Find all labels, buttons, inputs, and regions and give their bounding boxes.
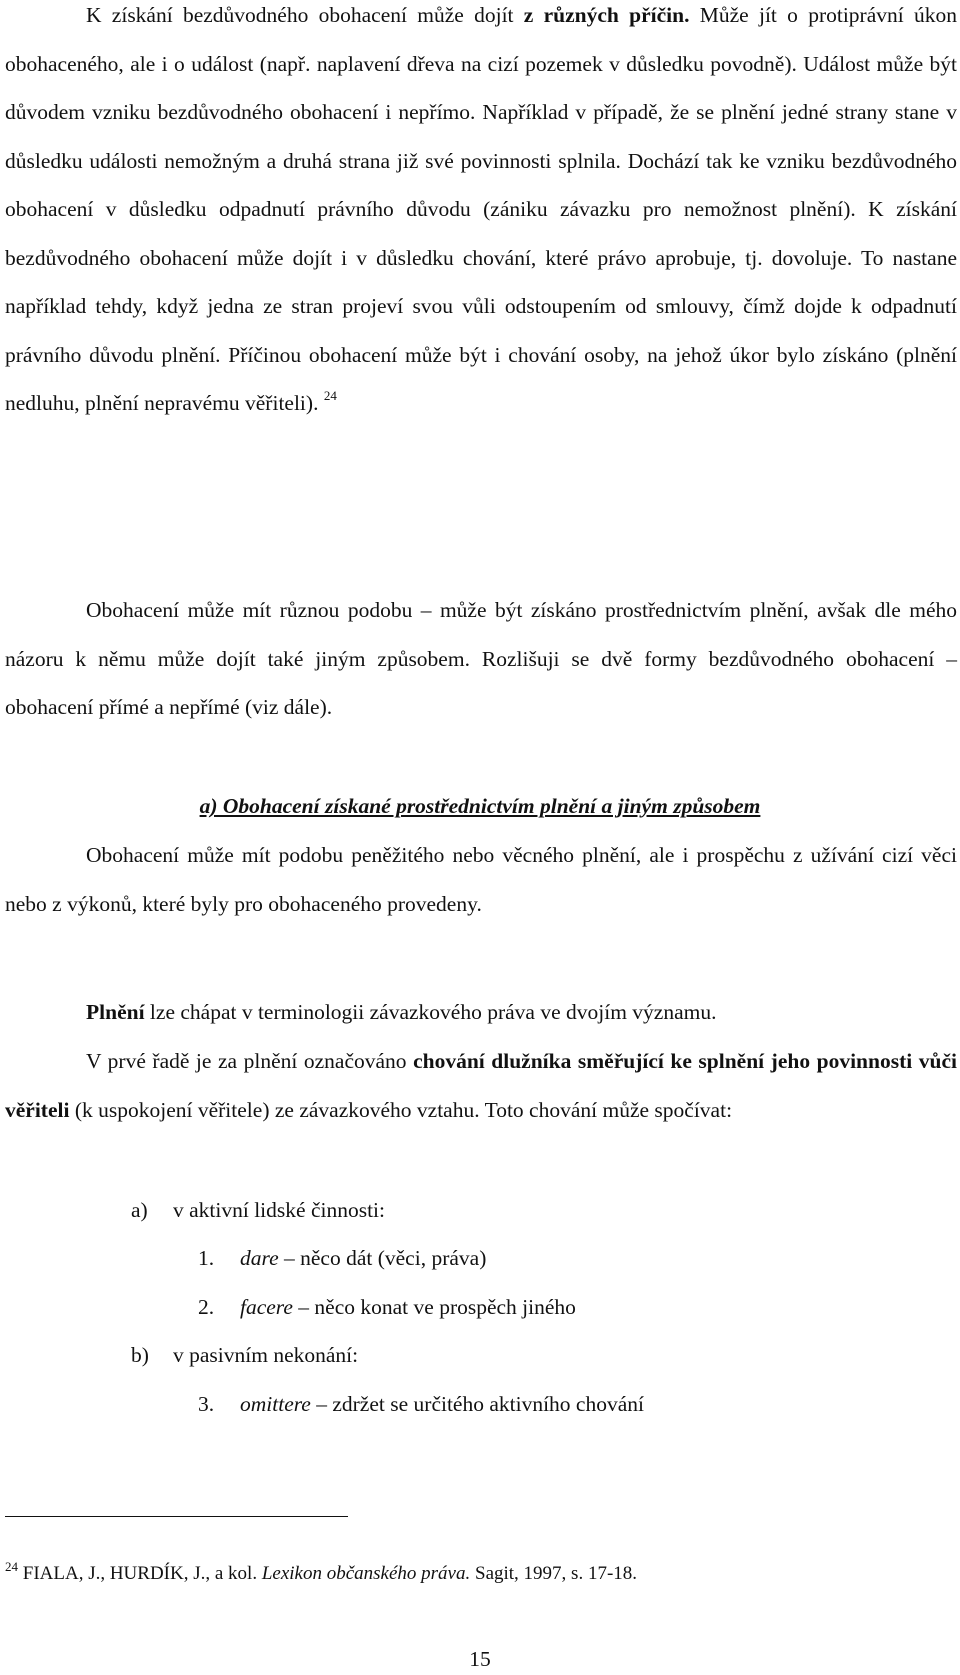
footnote-divider: [5, 1516, 348, 1517]
list-item-text: – zdržet se určitého aktivního chování: [310, 1392, 644, 1416]
paragraph-enrichment-form: Obohacení může mít podobu peněžitého nebo věcného plnění, ale i prospěchu z užívání cizí věci nebo z výkonů, které byly pro obohaceného provedeny.: [5, 843, 957, 916]
footnote-text: FIALA, J., HURDÍK, J., a kol.: [18, 1563, 262, 1584]
emphasis-text: Plnění: [86, 1000, 145, 1024]
list-marker: 1.: [198, 1246, 215, 1270]
emphasis-text: chování dlužníka směřující ke splnění jeho povinnosti vůči věřiteli: [5, 1049, 957, 1122]
latin-term: dare: [240, 1246, 279, 1270]
latin-term: omittere: [240, 1392, 311, 1416]
list-item-facere: [198, 1287, 576, 1327]
list-marker: b): [131, 1343, 149, 1367]
paragraph-forms: Obohacení může mít různou podobu – může být získáno prostřednictvím plnění, avšak dle mého názoru k němu může dojít také jiným způsobem. Rozlišuji se dvě formy bezdůvodného obohacení – obohacení přímé a nepřímé (viz dále).: [5, 598, 957, 719]
section-heading: a) Obohacení získané prostřednictvím plnění a jiným způsobem: [199, 794, 761, 818]
list-item-passive: [131, 1335, 358, 1375]
list-marker: a): [131, 1198, 148, 1222]
latin-term: facere: [240, 1295, 293, 1319]
emphasis-text: z různých příčin.: [523, 3, 690, 27]
list-item-text: v pasivním nekonání:: [173, 1343, 359, 1367]
list-item-text: – něco dát (věci, práva): [278, 1246, 487, 1270]
paragraph-text: K získání bezdůvodného obohacení může dojít: [86, 3, 524, 27]
footnote-text: Sagit, 1997, s. 17-18.: [470, 1563, 638, 1584]
footnote: [5, 1560, 637, 1588]
footnote-number: 24: [5, 1559, 18, 1574]
list-item-omittere: [198, 1384, 644, 1424]
list-item-text: – něco konat ve prospěch jiného: [292, 1295, 576, 1319]
paragraph-causes: [5, 0, 957, 428]
paragraph-text: Může jít o protiprávní úkon obohaceného, ale i o událost (např. naplavení dřeva na cizí pozemek v důsledku povodně). Událost může být důvodem vzniku bezdůvodného obohacení i nepřímo. Například v případě, že se plnění jedné strany stane v důsledku události nemožným a druhá strana již své povinnosti splnila. Dochází tak ke vzniku bezdůvodného obohacení v důsledku odpadnutí právního důvodu (zániku závazku pro nemožnost plnění). K získání bezdůvodného obohacení může dojít i v důsledku chování, které právo aprobuje, tj. dovoluje. To nastane například tehdy, když jedna ze stran projeví svou vůli odstoupením od smlouvy, čímž dojde k odpadnutí právního důvodu plnění. Příčinou obohacení může být i chování osoby, na jehož úkor bylo získáno (plnění nedluhu, plnění nepravému věřiteli).: [5, 3, 957, 415]
list-item-text: v aktivní lidské činnosti:: [173, 1198, 385, 1222]
footnote-reference[interactable]: 24: [323, 388, 337, 403]
list-item-dare: [198, 1238, 486, 1278]
list-item-active: [131, 1190, 385, 1230]
page-number: 15: [469, 1647, 491, 1671]
paragraph-text: lze chápat v terminologii závazkového práva ve dvojím významu.: [144, 1000, 717, 1024]
paragraph-text: V prvé řadě je za plnění označováno: [86, 1049, 414, 1073]
paragraph-text: (k uspokojení věřitele) ze závazkového vztahu. Toto chování může spočívat:: [69, 1097, 733, 1122]
list-marker: 3.: [198, 1392, 215, 1416]
paragraph-debtor-conduct: [5, 1037, 957, 1134]
list-marker: 2.: [198, 1295, 215, 1319]
footnote-title: Lexikon občanského práva.: [261, 1563, 471, 1584]
paragraph-performance-definition: [5, 988, 957, 1037]
